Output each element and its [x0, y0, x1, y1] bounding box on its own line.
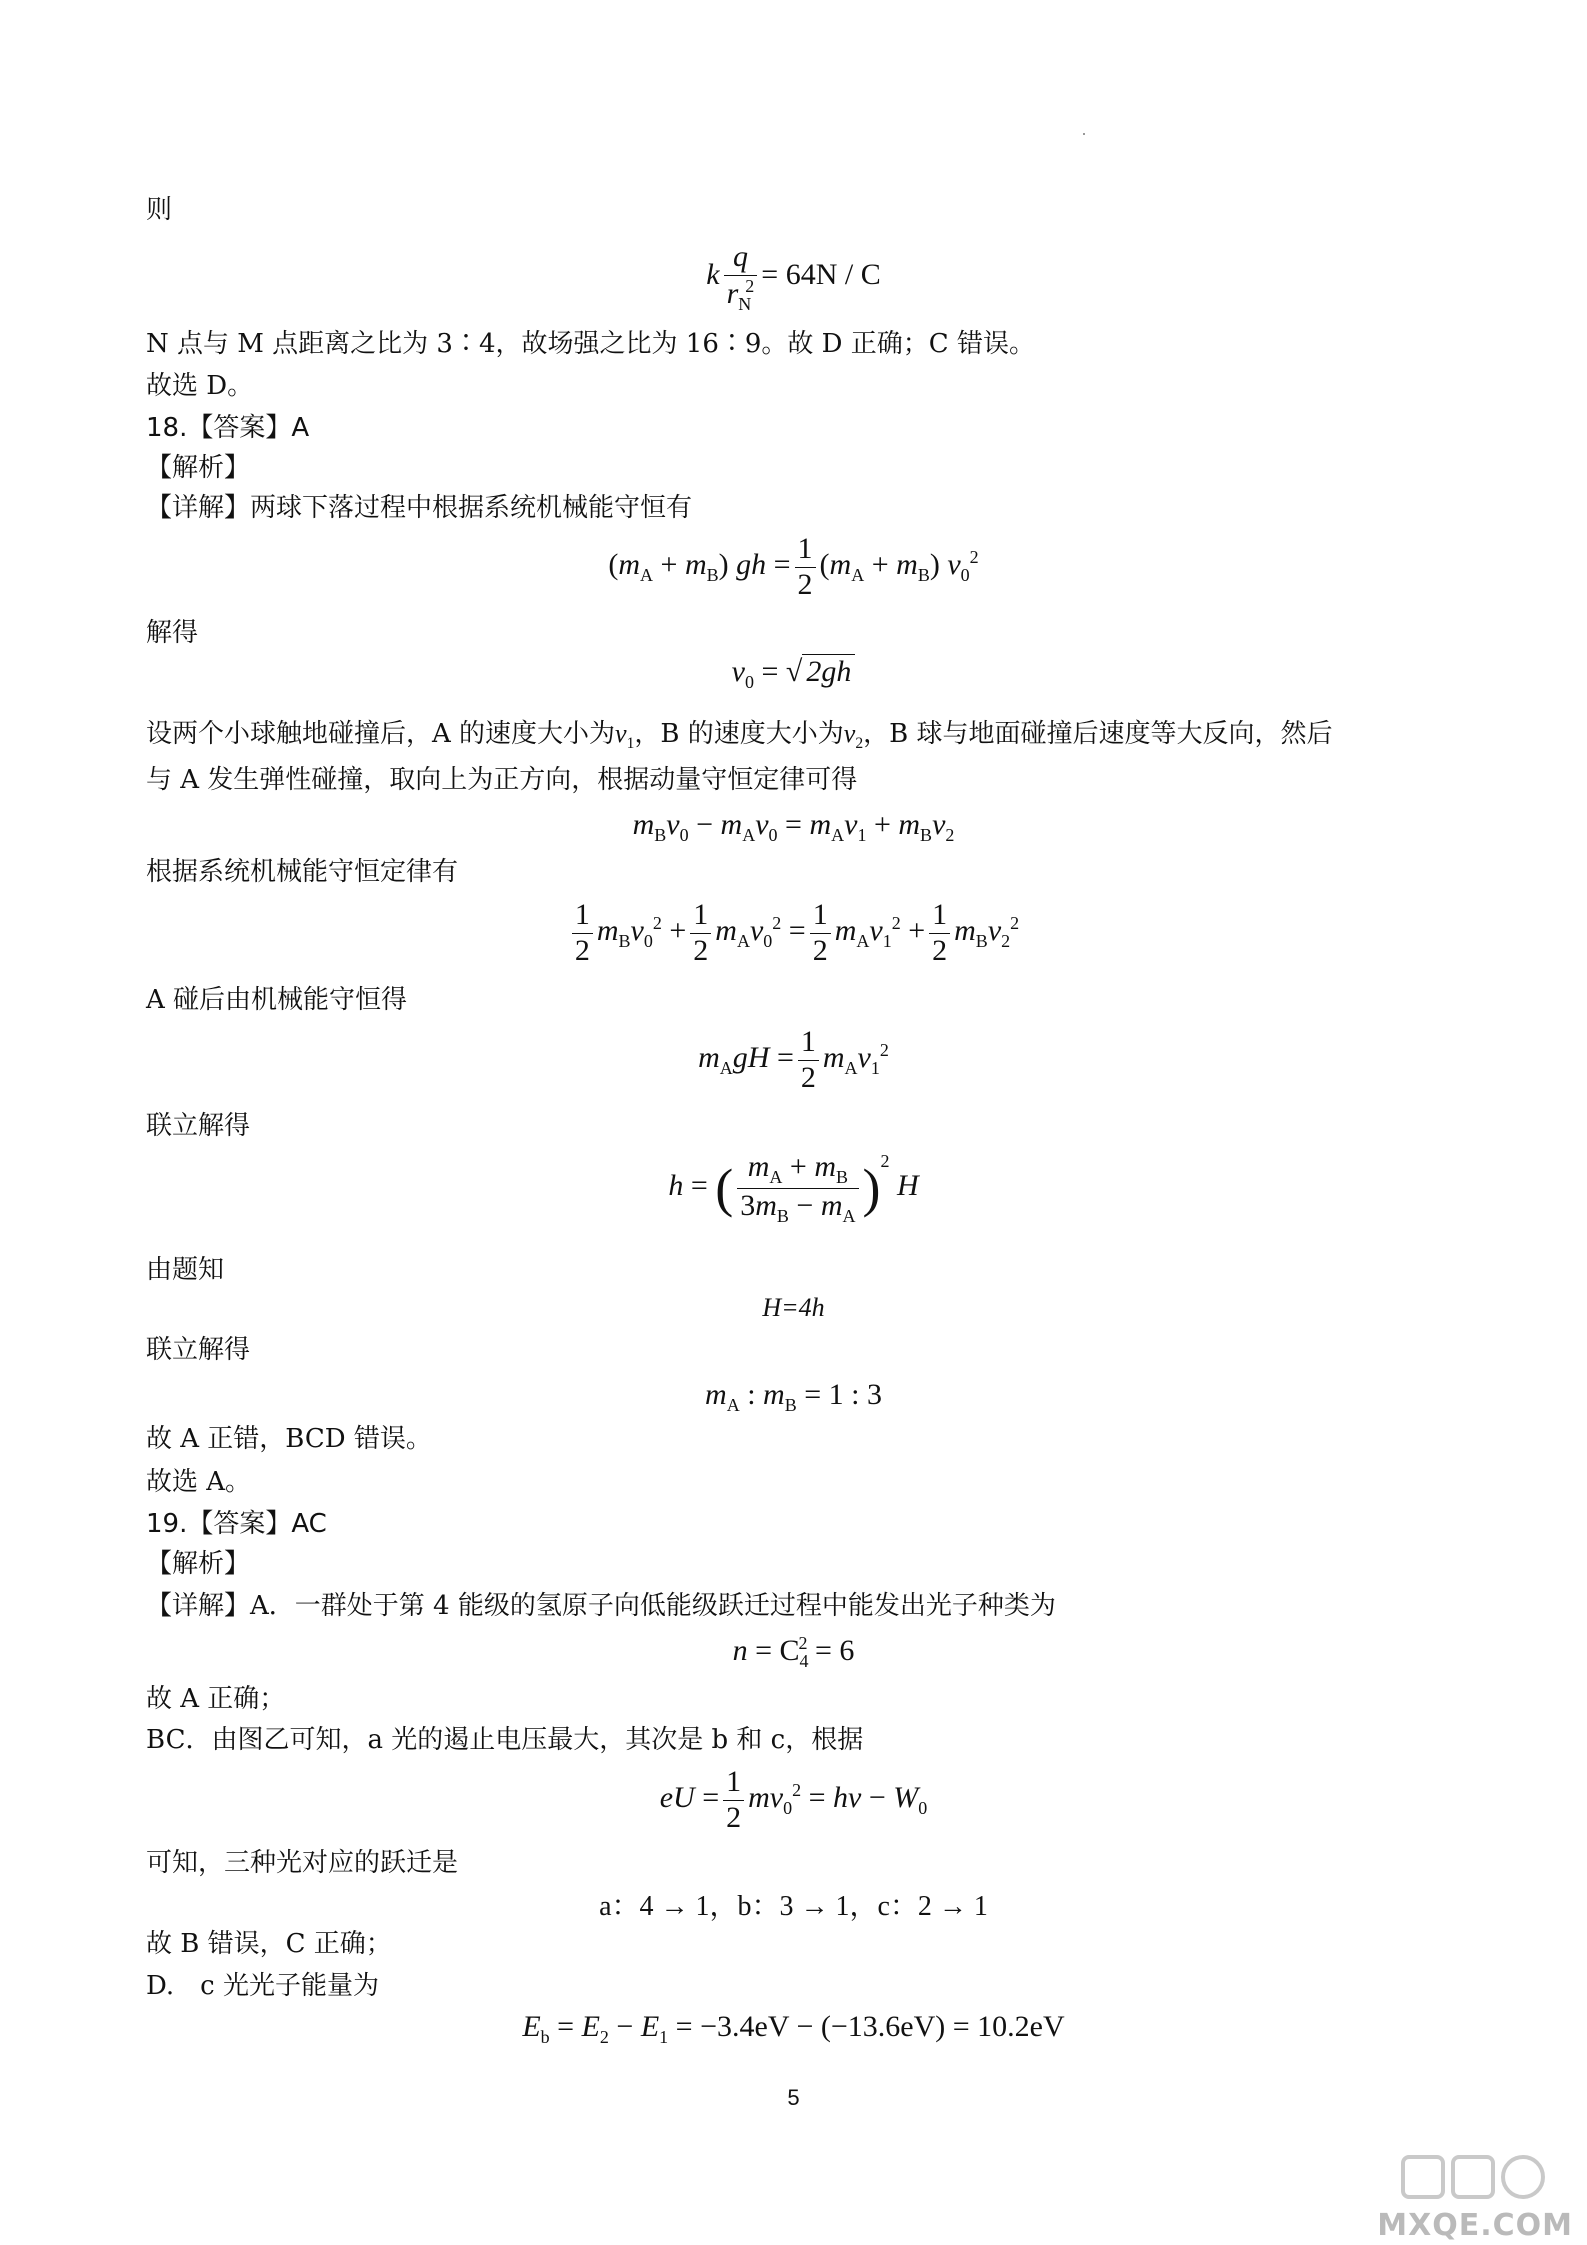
equation-mass-ratio: $m_A$ : $m_B = 1$ : 3 — [705, 1378, 882, 1415]
text-line: A 碰后由机械能守恒得 — [146, 985, 408, 1015]
equation-rhs: = 64N / C — [761, 257, 881, 291]
equation-combinations: $n = C_4^2 = 6$ — [732, 1633, 855, 1671]
text-line: 与 A 发生弹性碰撞，取向上为正方向，根据动量守恒定律可得 — [146, 765, 858, 795]
equation-transitions: a：4 → 1，b：3 → 1，c：2 → 1 — [599, 1891, 988, 1922]
equation-kinetic-energy: $\frac{1}{2}$ $m_Bv_0^2$ + $\frac{1}{2}$ $m_Av_0^2$ = $\frac{1}{2}$ $m_Av_1^2$ + $\frac{1}{2}$ $m_Bv_2^2$ — [0, 898, 1587, 968]
equation-v0: $v_0$ = √ 2gh — [0, 655, 1587, 693]
text-line: D. c 光光子能量为 — [146, 1971, 380, 2001]
equation-h: h = ( $\frac{m_A + m_B}{3m_B - m_A}$ )$^2$ H — [668, 1150, 919, 1226]
answer-heading-18: 18.【答案】A — [146, 413, 310, 443]
equation-photoelectric: eU = $\frac{1}{2}$ $mv_0^2 = h\nu - W_0$ — [659, 1765, 928, 1834]
text-line: 联立解得 — [146, 1335, 251, 1365]
text-line: 故选 D。 — [146, 371, 254, 401]
page-number: 5 — [787, 2085, 800, 2110]
analysis-heading: 【解析】 — [146, 453, 251, 483]
text-line: 则 — [146, 195, 173, 225]
text-line: 联立解得 — [146, 1111, 251, 1141]
equation-a-energy: $m_AgH$ = $\frac{1}{2}$ $m_Av_1^2$ — [698, 1025, 889, 1094]
detail-line: 【详解】A．一群处于第 4 能级的氢原子向低能级跃迁过程中能发出光子种类为 — [146, 1591, 1056, 1621]
answer-heading-19: 19.【答案】AC — [146, 1509, 327, 1539]
text-line: 解得 — [146, 618, 199, 648]
equation-field-strength: k $\frac{q}{r_N^2}$ = 64N / C — [706, 240, 881, 314]
text-line: 可知，三种光对应的跃迁是 — [146, 1848, 459, 1878]
text-line: 故 B 错误，C 正确； — [146, 1929, 392, 1959]
equation-momentum: $m_Bv_0 - m_Av_0 = m_Av_1 + m_Bv_2$ — [632, 808, 955, 845]
text-line: 由题知 — [146, 1255, 225, 1285]
text-line: BC．由图乙可知，a 光的遏止电压最大，其次是 b 和 c，根据 — [146, 1725, 864, 1755]
equation-photon-energy: $E_b = E_2 - E_1 = -3.4eV - (-13.6eV) = 10.2eV$ — [522, 2010, 1065, 2047]
text-line: 设两个小球触地碰撞后，A 的速度大小为$v_1$，B 的速度大小为$v_2$，B 球与地面碰撞后速度等大反向，然后 — [146, 719, 1333, 753]
text-line: 故 A 正确； — [146, 1684, 286, 1714]
equation-H: H=4h — [762, 1293, 825, 1322]
detail-line: 【详解】两球下落过程中根据系统机械能守恒有 — [146, 493, 693, 523]
equation-rhs: = −3.4eV − (−13.6eV) = 10.2eV — [675, 2010, 1065, 2043]
equation-energy-conservation: $(m_A + m_B)$ gh = $\frac{1}{2}$ $(m_A + m_B)$ $v_0^2$ — [608, 532, 979, 601]
text-line: 根据系统机械能守恒定律有 — [146, 857, 459, 887]
text-line: 故选 A。 — [146, 1467, 252, 1497]
analysis-heading: 【解析】 — [146, 1549, 251, 1579]
text-line: N 点与 M 点距离之比为 3∶4，故场强之比为 16∶9。故 D 正确；C 错误。 — [146, 329, 1035, 359]
text-line: 故 A 正错，BCD 错误。 — [146, 1424, 432, 1454]
scan-dot — [1083, 133, 1085, 135]
watermark-text: MXQE.COM — [1377, 2208, 1573, 2243]
